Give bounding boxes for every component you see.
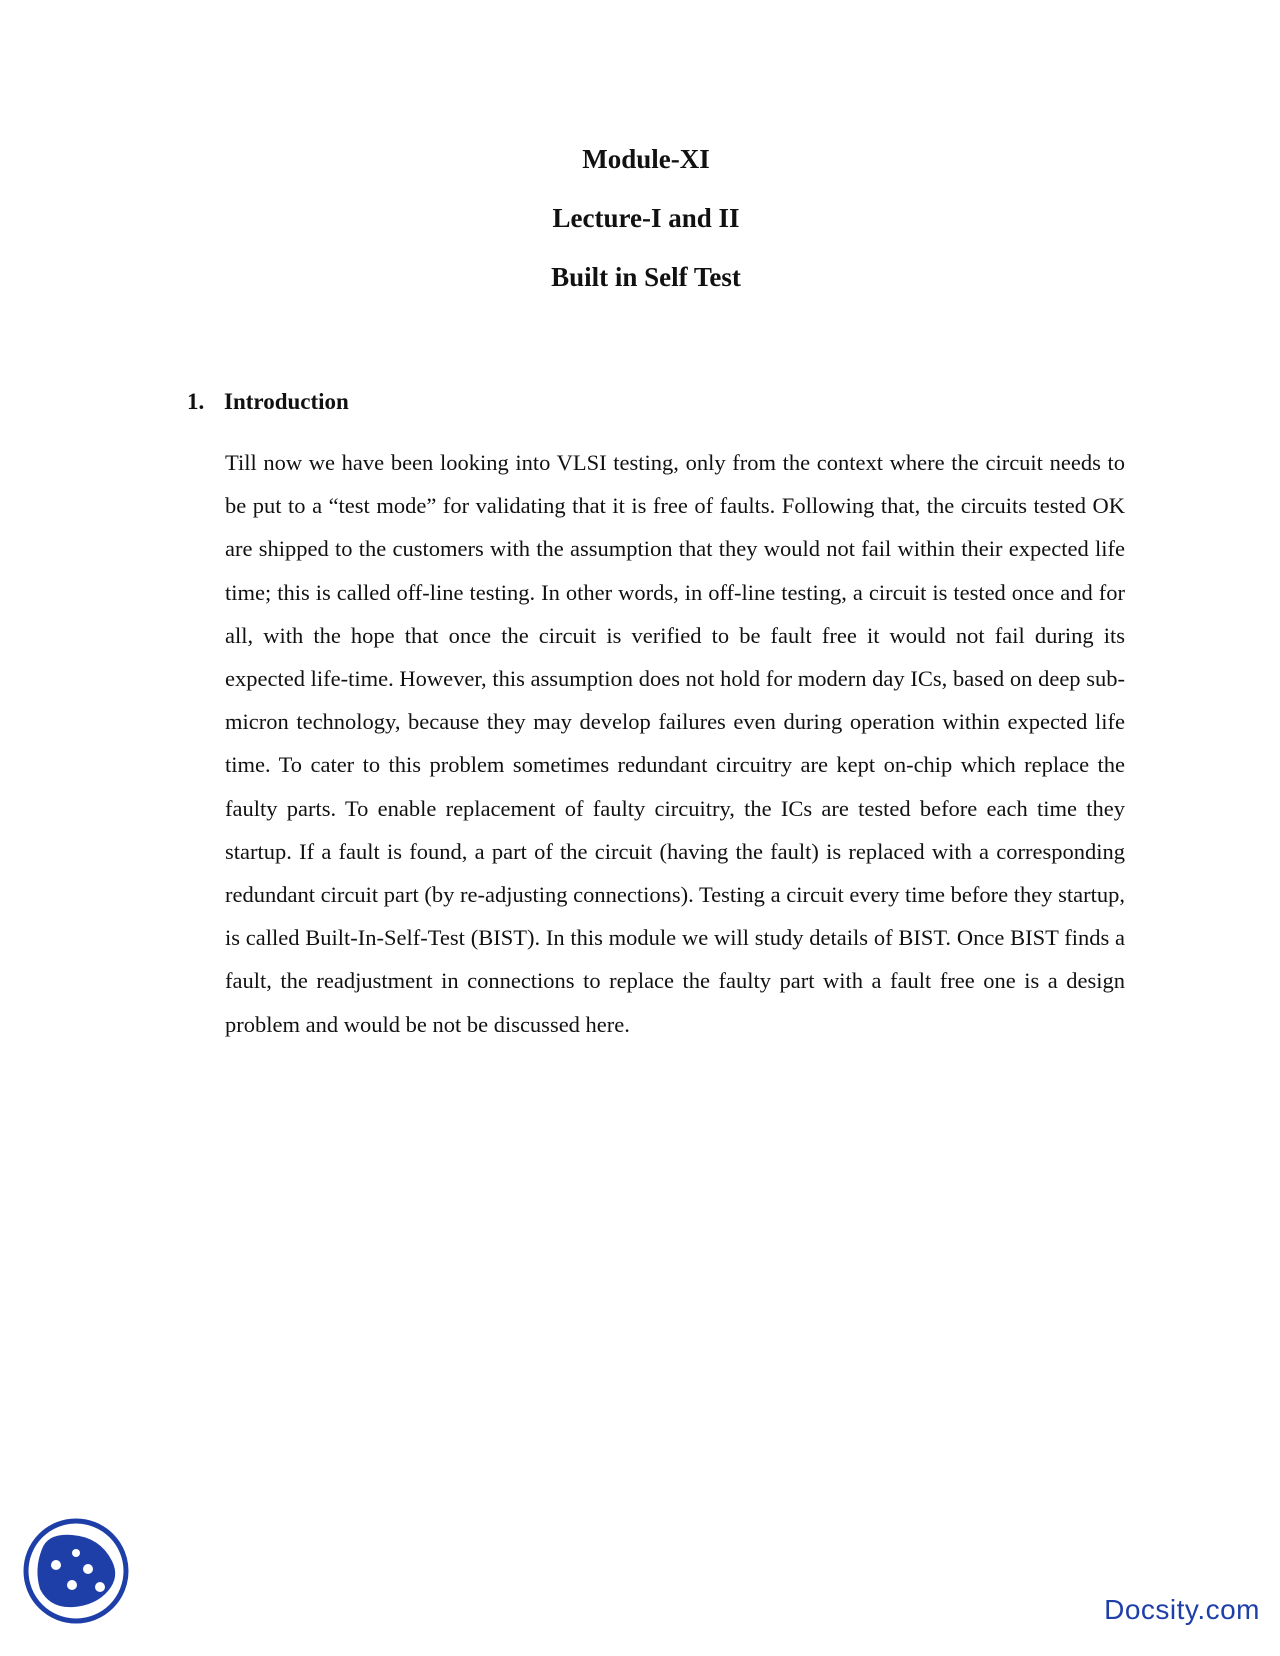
intro-paragraph: Till now we have been looking into VLSI testing, only from the context where the circuit needs to be put to a “test mode” for validating that it is free of faults. Following that, the circuits tested OK are shipped to the customers with the assumption that they would not fail within their expected life time; this is called off-line testing. In other words, in off-line testing, a circuit is tested once and for all, with the hope that once the circuit is verified to be fault free it would not fail during its expected life-time. However, this assumption does not hold for modern day ICs, based on deep sub-micron technology, because they may develop failures even during operation within expected life time. To cater to this problem sometimes redundant circuitry are kept on-chip which replace the faulty parts. To enable replacement of faulty circuitry, the ICs are tested before each time they startup. If a fault is found, a part of the circuit (having the fault) is replaced with a corresponding redundant circuit part (by re-adjusting connections). Testing a circuit every time before they startup, is called Built-In-Self-Test (BIST). In this module we will study details of BIST. Once BIST finds a fault, the readjustment in connections to replace the faulty part with a fault free one is a design problem and would be not be discussed here.: [225, 450, 1125, 1037]
docsity-logo-icon[interactable]: [20, 1515, 132, 1627]
docsity-brand-link[interactable]: Docsity.com: [1104, 1594, 1260, 1625]
topic-title: Built in Self Test: [551, 262, 741, 292]
section-title: Introduction: [224, 389, 349, 414]
title-block: [0, 143, 1280, 320]
section-heading: [187, 388, 349, 416]
lecture-title: Lecture-I and II: [552, 203, 740, 233]
section-number: 1.: [187, 389, 205, 414]
module-title: Module-XI: [582, 144, 710, 174]
